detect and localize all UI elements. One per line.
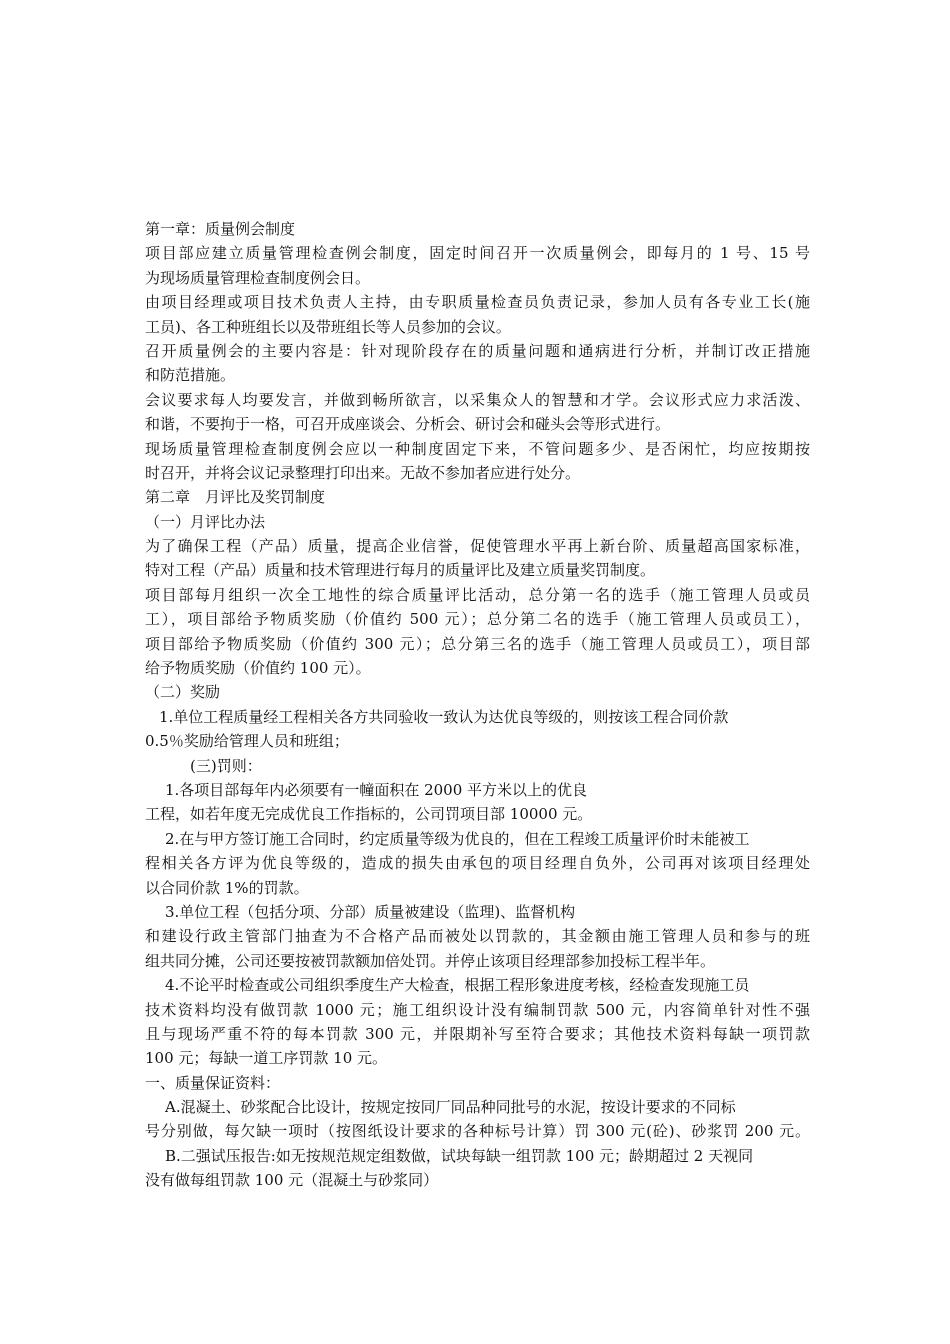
text-line: 工程，如若年度无完成优良工作指标的，公司罚项目部 10000 元。 xyxy=(145,805,593,824)
text-line: 100 元；每缺一道工序罚款 10 元。 xyxy=(145,1049,388,1068)
text-line: 第二章 月评比及奖罚制度 xyxy=(145,488,326,507)
text-line: 特对工程（产品）质量和技术管理进行每月的质量评比及建立质量奖罚制度。 xyxy=(145,561,656,580)
text-line: 组共同分摊，公司还要按被罚款额加倍处罚。并停止该项目经理部参加投标工程半年。 xyxy=(145,951,716,970)
text-line: B.二强试压报告:如无按规范规定组数做，试块每缺一组罚款 100 元；龄期超过 2 天视同 xyxy=(165,1146,754,1165)
text-line: 和建设行政主管部门抽查为不合格产品而被处以罚款的，其金额由施工管理人员和参与的班 xyxy=(145,927,810,946)
text-line: 召开质量例会的主要内容是：针对现阶段存在的质量问题和通病进行分析，并制订改正措施 xyxy=(145,341,810,360)
text-line: 2.在与甲方签订施工合同时，约定质量等级为优良的，但在工程竣工质量评价时未能被工 xyxy=(165,829,750,848)
text-line: 没有做每组罚款 100 元（混凝土与砂浆同） xyxy=(145,1171,439,1190)
text-line: 3.单位工程（包括分项、分部）质量被建设（监理)、监督机构 xyxy=(165,902,576,921)
text-line: 第一章：质量例会制度 xyxy=(145,220,296,238)
text-line: 且与现场严重不符的每本罚款 300 元，并限期补写至符合要求；其他技术资料每缺一项罚款 xyxy=(145,1024,810,1043)
text-line: 项目部给予物质奖励（价值约 300 元）；总分第三名的选手（施工管理人员或员工），项目部 xyxy=(145,634,810,653)
text-line: （一）月评比办法 xyxy=(145,512,266,531)
text-line: A.混凝土、砂浆配合比设计，按规定按同厂同品种同批号的水泥，按设计要求的不同标 xyxy=(165,1098,736,1117)
text-line: 4.不论平时检查或公司组织季度生产大检查，根据工程形象进度考核，经检查发现施工员 xyxy=(165,976,750,995)
text-line: 0.5％奖励给管理人员和班组； xyxy=(145,732,349,751)
text-line: （二）奖励 xyxy=(145,683,221,702)
text-line: 为现场质量管理检查制度例会日。 xyxy=(145,268,371,287)
text-line: 由项目经理或项目技术负责人主持，由专职质量检查员负责记录，参加人员有各专业工长(施 xyxy=(145,293,810,312)
text-line: 号分别做，每欠缺一项时（按图纸设计要求的各种标号计算）罚 300 元(砼)、砂浆罚 200 元。 xyxy=(145,1122,810,1141)
text-line: 和防范措施。 xyxy=(145,366,236,385)
text-line: 现场质量管理检查制度例会应以一种制度固定下来，不管问题多少、是否闲忙，均应按期按 xyxy=(145,439,810,458)
text-line: 项目部应建立质量管理检查例会制度，固定时间召开一次质量例会，即每月的 1 号、15 号 xyxy=(145,244,810,263)
text-line: 工员)、各工种班组长以及带班组长等人员参加的会议。 xyxy=(145,317,511,336)
text-line: 时召开，并将会议记录整理打印出来。无故不参加者应进行处分。 xyxy=(145,463,581,482)
document-body xyxy=(145,217,810,1193)
text-line: 程相关各方评为优良等级的，造成的损失由承包的项目经理自负外，公司再对该项目经理处 xyxy=(145,854,810,873)
text-line: 会议要求每人均要发言，并做到畅所欲言，以采集众人的智慧和才学。会议形式应力求活泼、 xyxy=(145,390,810,409)
text-line: 以合同价款 1%的罚款。 xyxy=(145,878,309,897)
text-line: 1.各项目部每年内必须要有一幢面积在 2000 平方米以上的优良 xyxy=(165,780,588,799)
text-line: 给予物质奖励（价值约 100 元）。 xyxy=(145,659,371,678)
text-line: 工），项目部给予物质奖励（价值约 500 元）；总分第二名的选手（施工管理人员或员工）， xyxy=(145,610,810,629)
text-line: 为了确保工程（产品）质量，提高企业信誉，促使管理水平再上新台阶、质量超高国家标准， xyxy=(145,537,810,556)
text-line: 和谐，不要拘于一格，可召开成座谈会、分析会、研讨会和碰头会等形式进行。 xyxy=(145,415,671,434)
text-line: 1.单位工程质量经工程相关各方共同验收一致认为达优良等级的，则按该工程合同价款 xyxy=(159,707,729,726)
text-line: (三)罚则： xyxy=(190,756,262,775)
text-line: 技术资料均没有做罚款 1000 元；施工组织设计没有编制罚款 500 元，内容简单针对性不强 xyxy=(145,1000,810,1019)
text-line: 项目部每月组织一次全工地性的综合质量评比活动，总分第一名的选手（施工管理人员或员 xyxy=(145,585,810,604)
text-line: 一、质量保证资料： xyxy=(145,1073,281,1092)
